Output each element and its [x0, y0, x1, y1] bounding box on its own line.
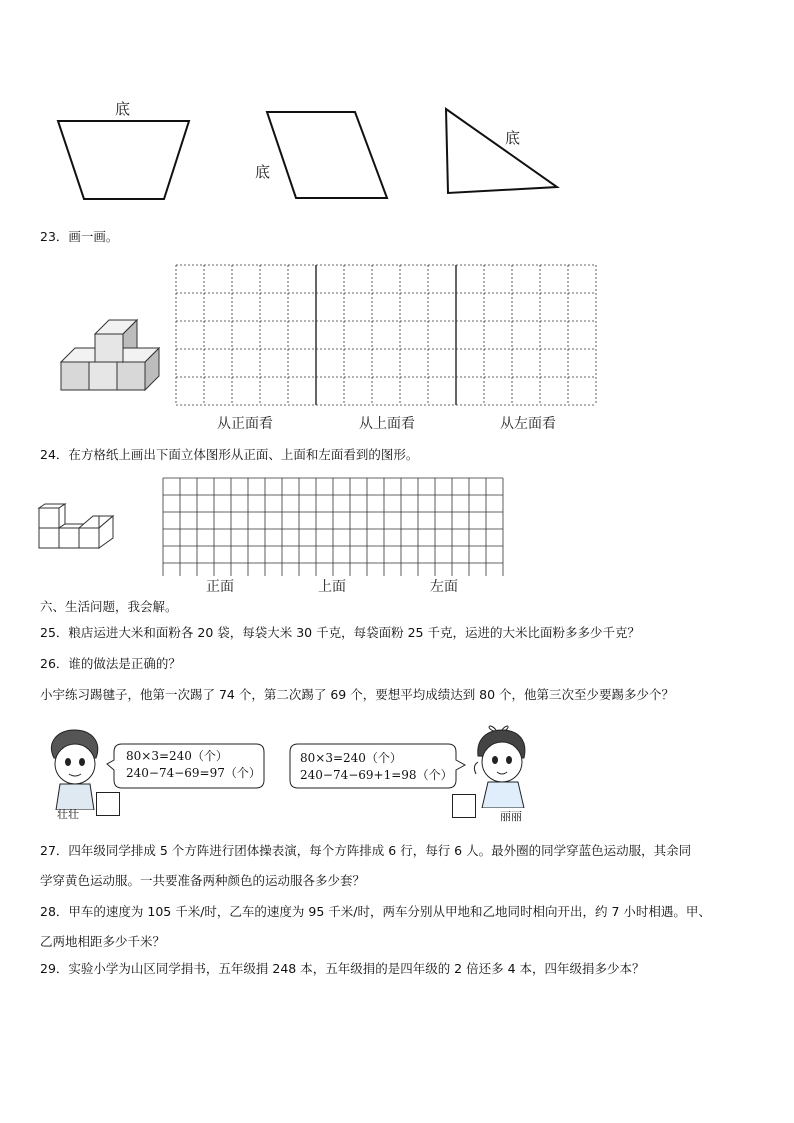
- lili-answer-box[interactable]: [452, 794, 476, 818]
- right-bubble-line1: 80×3=240（个）: [300, 751, 402, 765]
- q26-problem: 小宇练习踢毽子，他第一次踢了 74 个，第二次踢了 69 个，要想平均成绩达到 80 个，他第三次至少要踢多少个？: [40, 687, 675, 702]
- left-bubble-line2: 240−74−69=97（个）: [126, 766, 261, 780]
- lili-name: 丽丽: [500, 810, 522, 823]
- q23-cube-figure: [55, 314, 165, 394]
- zhuangzhuang-answer-box[interactable]: [96, 792, 120, 816]
- parallelogram-base-label: 底: [255, 163, 271, 181]
- q23-label-front: 从正面看: [217, 416, 273, 432]
- trapezoid: [58, 121, 189, 199]
- q28-line2: 乙两地相距多少千米？: [40, 934, 166, 949]
- q24-label-left: 左面: [430, 579, 458, 595]
- section6-title: 六、生活问题，我会解。: [40, 599, 178, 614]
- q23-label-top: 从上面看: [359, 416, 415, 432]
- trapezoid-base-label: 底: [115, 100, 131, 118]
- zhuangzhuang-name: 壮壮: [57, 808, 79, 821]
- girl-lili-illustration: [466, 722, 536, 808]
- right-bubble-line2: 240−74−69+1=98（个）: [300, 768, 453, 782]
- q28-line1: 28．甲车的速度为 105 千米/时，乙车的速度为 95 千米/时，两车分别从甲地和乙地同时相向开出，约 7 小时相遇。甲、: [40, 904, 711, 919]
- triangle-base-label: 底: [505, 129, 521, 147]
- q24-label-front: 正面: [206, 579, 234, 595]
- q27-line1: 27．四年级同学排成 5 个方阵进行团体操表演，每个方阵排成 6 行，每行 6 人。最外圈的同学穿蓝色运动服，其余同: [40, 843, 692, 858]
- q29-text: 29．实验小学为山区同学捐书，五年级捐 248 本，五年级捐的是四年级的 2 倍还多 4 本，四年级捐多少本？: [40, 961, 645, 976]
- q24-cube-figure: [36, 502, 118, 552]
- q27-line2: 学穿黄色运动服。一共要准备两种颜色的运动服各多少套？: [40, 873, 366, 888]
- q25-text: 25．粮店运进大米和面粉各 20 袋，每袋大米 30 千克，每袋面粉 25 千克，运进的大米比面粉多多少千克？: [40, 625, 640, 640]
- q26-text: 26．谁的做法是正确的？: [40, 656, 181, 671]
- q24-label-top: 上面: [318, 579, 346, 595]
- q24-grid: [160, 476, 510, 576]
- q23-grid: [170, 262, 600, 412]
- q24-text: 24．在方格纸上画出下面立体图形从正面、上面和左面看到的图形。: [40, 447, 419, 462]
- q23-label-left: 从左面看: [500, 416, 556, 432]
- left-bubble-line1: 80×3=240（个）: [126, 749, 228, 763]
- q23-text: 23．画一画。: [40, 229, 119, 244]
- parallelogram: [267, 112, 387, 198]
- triangle: [446, 109, 557, 193]
